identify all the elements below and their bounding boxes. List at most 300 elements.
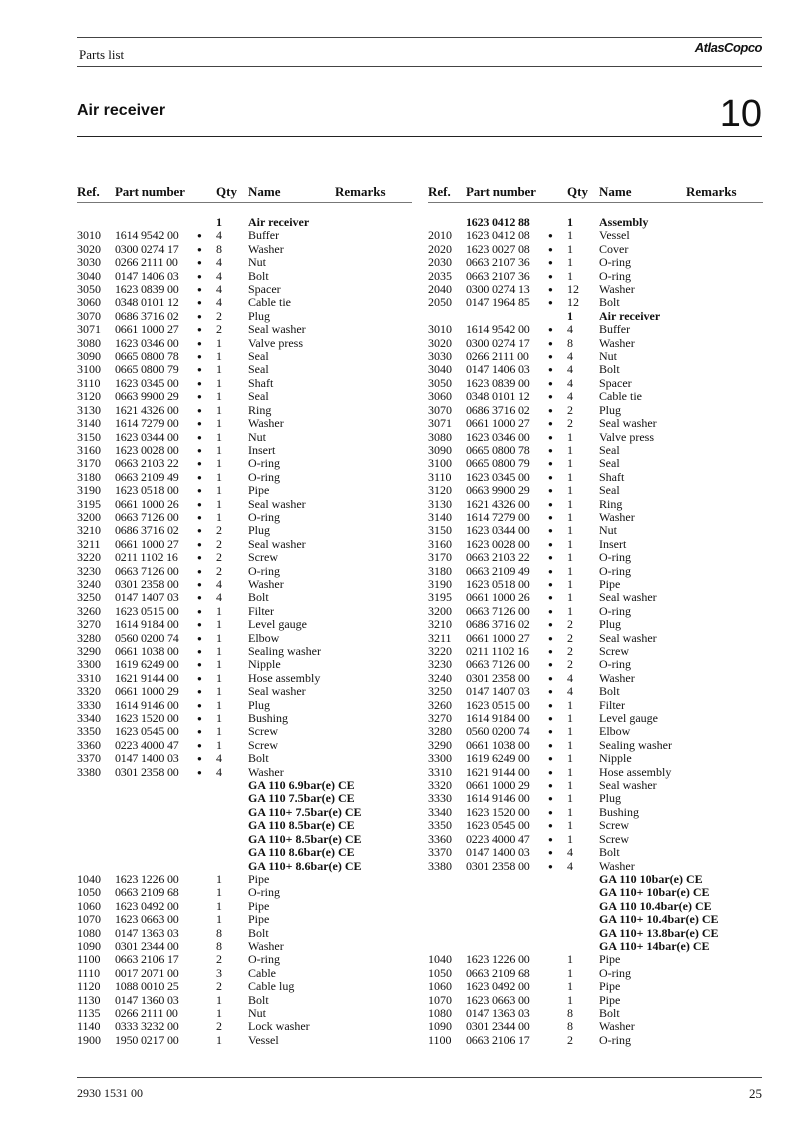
row-part-number: 0223 4000 47	[115, 737, 179, 752]
row-part-number: 0663 7126 00	[115, 563, 179, 578]
row-part-number: 1621 9144 00	[466, 764, 530, 779]
row-qty: 2	[567, 657, 573, 672]
row-name: O-ring	[248, 885, 280, 900]
row-part-number: 1623 0345 00	[115, 375, 179, 390]
row-name: Pipe	[248, 898, 270, 913]
row-qty: 1	[216, 871, 222, 886]
row-bullet: ●	[197, 338, 202, 348]
row-qty: 1	[216, 1005, 222, 1020]
row-part-number: 1623 0346 00	[466, 429, 530, 444]
row-ref: 3310	[77, 670, 101, 685]
table-row	[428, 792, 763, 805]
row-part-number: 0211 1102 16	[466, 644, 529, 658]
row-name: Air receiver	[599, 308, 661, 323]
row-ref: 3140	[428, 509, 452, 524]
table-row	[77, 484, 412, 497]
table-row	[77, 940, 412, 953]
row-qty: 1	[216, 684, 222, 699]
row-part-number: 0661 1000 26	[115, 496, 179, 511]
row-qty: 1	[567, 724, 573, 739]
row-name: Screw	[248, 550, 278, 565]
row-ref: 3050	[428, 375, 452, 390]
row-bullet: ●	[548, 593, 553, 603]
table-row	[428, 350, 763, 363]
table-row	[428, 1007, 763, 1020]
row-part-number: 0686 3716 02	[115, 308, 179, 323]
row-part-number: 0017 2071 00	[115, 965, 179, 980]
row-part-number: 0301 2344 00	[466, 1019, 530, 1034]
table-row	[77, 363, 412, 376]
row-part-number: 0348 0101 12	[466, 389, 530, 404]
row-part-number: 1623 0545 00	[466, 818, 530, 833]
row-ref: 3330	[428, 791, 452, 806]
row-bullet: ●	[548, 244, 553, 254]
table-row	[428, 779, 763, 792]
row-ref: 3050	[77, 282, 101, 297]
row-qty: 4	[216, 295, 222, 310]
row-qty: 1	[216, 1032, 222, 1047]
parts-table-left	[77, 184, 412, 1047]
row-ref: 3130	[428, 496, 452, 511]
row-part-number: 1619 6249 00	[115, 657, 179, 672]
row-ref: 1050	[77, 885, 101, 900]
row-name: Bushing	[248, 711, 289, 726]
table-row	[77, 980, 412, 993]
row-name: Cable tie	[599, 389, 642, 404]
row-ref: 3280	[77, 630, 101, 645]
row-part-number: 0300 0274 17	[115, 241, 179, 256]
row-qty: 1	[567, 228, 573, 243]
table-row	[77, 672, 412, 685]
row-qty: 4	[216, 576, 222, 591]
table-row	[428, 605, 763, 618]
row-part-number: 0663 2109 49	[115, 469, 179, 484]
row-part-number: 0663 7126 00	[466, 657, 530, 672]
row-ref: 3270	[77, 617, 101, 632]
row-ref: 1900	[77, 1032, 101, 1047]
row-name: Spacer	[599, 375, 632, 390]
row-bullet: ●	[548, 499, 553, 509]
row-name: Shaft	[599, 469, 625, 484]
table-row	[77, 618, 412, 631]
row-bullet: ●	[197, 593, 202, 603]
row-bullet: ●	[197, 633, 202, 643]
table-row	[77, 685, 412, 698]
row-part-number: 0266 2111 00	[115, 255, 178, 270]
table-row	[428, 377, 763, 390]
row-qty: 1	[567, 509, 573, 524]
row-part-number: 0147 1406 03	[115, 268, 179, 283]
table-row	[77, 994, 412, 1007]
row-part-number: 1623 0839 00	[115, 282, 179, 297]
row-ref: 3170	[77, 456, 101, 471]
row-qty: 1	[567, 469, 573, 484]
row-ref: 1060	[77, 898, 101, 913]
row-bullet: ●	[548, 378, 553, 388]
row-name: Cable	[248, 965, 276, 980]
row-part-number: 1623 0515 00	[466, 697, 530, 712]
row-qty: 1	[216, 362, 222, 377]
row-ref: 3040	[77, 268, 101, 283]
table-row	[428, 484, 763, 497]
row-qty: 2	[567, 1032, 573, 1047]
table-row	[77, 645, 412, 658]
row-name: Screw	[599, 818, 629, 833]
row-name: Screw	[248, 724, 278, 739]
row-ref: 3170	[428, 550, 452, 565]
row-part-number: 0147 1400 03	[466, 845, 530, 860]
row-part-number: 0665 0800 78	[115, 349, 179, 364]
row-part-number: 0661 1000 26	[466, 590, 530, 605]
table-row	[428, 417, 763, 430]
row-part-number: 0348 0101 12	[115, 295, 179, 310]
row-qty: 1	[216, 349, 222, 364]
table-row	[428, 243, 763, 256]
table-row	[428, 833, 763, 846]
row-bullet: ●	[197, 526, 202, 536]
row-name: GA 110+ 13.8bar(e) CE	[599, 925, 719, 940]
row-ref: 3180	[77, 469, 101, 484]
row-name: Nut	[599, 349, 617, 364]
table-header	[77, 184, 412, 203]
row-bullet: ●	[197, 311, 202, 321]
header-remarks: Remarks	[335, 184, 386, 199]
table-row	[428, 913, 763, 926]
row-bullet: ●	[197, 700, 202, 710]
row-part-number: 0663 2109 68	[466, 965, 530, 980]
table-row	[428, 752, 763, 765]
row-bullet: ●	[548, 432, 553, 442]
row-name: GA 110 8.5bar(e) CE	[248, 818, 355, 833]
row-bullet: ●	[548, 338, 553, 348]
row-qty: 1	[567, 603, 573, 618]
table-row	[77, 819, 412, 832]
row-part-number: 0686 3716 02	[466, 402, 530, 417]
table-row	[428, 873, 763, 886]
row-part-number: 1623 0492 00	[115, 898, 179, 913]
table-row	[77, 524, 412, 537]
header-name: Name	[599, 184, 632, 199]
row-name: Seal	[599, 442, 620, 457]
row-ref: 3300	[428, 751, 452, 766]
row-part-number: 1623 0518 00	[466, 576, 530, 591]
row-part-number: 1623 0344 00	[115, 429, 179, 444]
table-row	[428, 363, 763, 376]
row-ref: 3100	[77, 362, 101, 377]
row-ref: 3200	[77, 509, 101, 524]
row-ref: 1080	[77, 925, 101, 940]
row-qty: 1	[216, 389, 222, 404]
row-qty: 4	[567, 362, 573, 377]
row-part-number: 1621 4326 00	[115, 402, 179, 417]
row-part-number: 0661 1000 27	[115, 536, 179, 551]
row-qty: 1	[216, 416, 222, 431]
row-name: GA 110+ 7.5bar(e) CE	[248, 804, 362, 819]
row-bullet: ●	[197, 258, 202, 268]
row-ref: 1090	[77, 938, 101, 953]
row-name: Seal washer	[248, 322, 306, 337]
row-name: Buffer	[599, 322, 631, 337]
table-row	[428, 994, 763, 1007]
row-ref: 1120	[77, 979, 101, 994]
row-name: Bolt	[248, 751, 269, 766]
row-part-number: 0300 0274 13	[466, 282, 530, 297]
row-qty: 2	[567, 416, 573, 431]
table-row	[77, 256, 412, 269]
table-row	[77, 833, 412, 846]
row-bullet: ●	[197, 392, 202, 402]
row-qty: 4	[216, 590, 222, 605]
row-ref: 3380	[428, 858, 452, 873]
header-remarks: Remarks	[686, 184, 737, 199]
row-name: O-ring	[248, 509, 280, 524]
row-qty: 1	[216, 885, 222, 900]
table-row	[77, 565, 412, 578]
row-part-number: 0661 1000 27	[466, 630, 530, 645]
row-ref: 3300	[77, 657, 101, 672]
row-part-number: 1623 0839 00	[466, 375, 530, 390]
row-part-number: 0560 0200 74	[466, 724, 530, 739]
row-part-number: 0661 1000 27	[115, 322, 179, 337]
row-bullet: ●	[548, 660, 553, 670]
row-name: Filter	[599, 697, 625, 712]
row-bullet: ●	[548, 459, 553, 469]
row-part-number: 1614 9542 00	[466, 322, 530, 337]
row-name: O-ring	[248, 952, 280, 967]
row-part-number: 0560 0200 74	[115, 630, 179, 645]
row-ref: 3071	[428, 416, 452, 431]
row-name: GA 110 6.9bar(e) CE	[248, 778, 355, 793]
row-name: Bushing	[599, 804, 640, 819]
table-row	[428, 310, 763, 323]
row-ref: 3071	[77, 322, 101, 337]
row-qty: 1	[567, 215, 573, 229]
row-name: Bolt	[599, 684, 620, 699]
header-qty: Qty	[567, 184, 588, 199]
row-part-number: 0266 2111 00	[115, 1005, 178, 1020]
table-row	[428, 498, 763, 511]
row-part-number: 1623 0028 00	[466, 536, 530, 551]
row-name: Nipple	[248, 657, 281, 672]
table-row	[428, 618, 763, 631]
row-part-number: 0663 2106 17	[466, 1032, 530, 1047]
row-part-number: 1614 9542 00	[115, 228, 179, 243]
row-qty: 4	[567, 375, 573, 390]
table-row	[77, 860, 412, 873]
row-name: Seal washer	[248, 496, 306, 511]
table-rows-right	[428, 216, 763, 1047]
row-qty: 4	[216, 268, 222, 283]
section-label: Parts list	[79, 47, 125, 62]
table-row	[77, 792, 412, 805]
row-name: Nipple	[599, 751, 632, 766]
row-ref: 3250	[77, 590, 101, 605]
row-bullet: ●	[197, 231, 202, 241]
row-part-number: 1623 0663 00	[466, 992, 530, 1007]
row-bullet: ●	[197, 767, 202, 777]
row-ref: 3110	[428, 469, 452, 484]
table-row	[77, 739, 412, 752]
table-row	[77, 283, 412, 296]
footer-rule	[77, 1077, 762, 1078]
row-name: Bolt	[599, 845, 620, 860]
table-row	[428, 846, 763, 859]
row-qty: 1	[567, 764, 573, 779]
row-ref: 3150	[77, 429, 101, 444]
row-name: Seal	[599, 483, 620, 498]
table-row	[77, 457, 412, 470]
row-ref: 1070	[428, 992, 452, 1007]
row-name: Washer	[248, 241, 284, 256]
row-bullet: ●	[548, 405, 553, 415]
row-ref: 3340	[77, 711, 101, 726]
row-ref: 3200	[428, 603, 452, 618]
row-name: Bolt	[599, 295, 620, 310]
row-name: Pipe	[248, 483, 270, 498]
row-part-number: 0301 2358 00	[466, 670, 530, 685]
row-ref: 3160	[428, 536, 452, 551]
row-name: Washer	[599, 670, 635, 685]
row-qty: 1	[216, 603, 222, 618]
row-name: GA 110+ 10bar(e) CE	[599, 885, 710, 900]
row-bullet: ●	[548, 740, 553, 750]
table-row	[77, 632, 412, 645]
row-ref: 3060	[428, 389, 452, 404]
table-row	[77, 337, 412, 350]
row-name: Screw	[599, 831, 629, 846]
table-row	[428, 927, 763, 940]
row-bullet: ●	[197, 244, 202, 254]
row-name: Seal washer	[599, 590, 657, 605]
row-qty: 4	[567, 389, 573, 404]
table-row	[77, 270, 412, 283]
row-part-number: 1623 0412 88	[466, 215, 530, 229]
row-bullet: ●	[197, 365, 202, 375]
table-row	[428, 256, 763, 269]
table-row	[77, 578, 412, 591]
row-name: O-ring	[599, 268, 631, 283]
row-ref: 3330	[77, 697, 101, 712]
row-ref: 3320	[77, 684, 101, 699]
row-ref: 3370	[77, 751, 101, 766]
row-name: Nut	[599, 523, 617, 538]
row-name: Bolt	[599, 1005, 620, 1020]
row-qty: 1	[216, 335, 222, 350]
row-ref: 3370	[428, 845, 452, 860]
table-rows-left	[77, 216, 412, 1047]
row-part-number: 0661 1000 29	[466, 778, 530, 793]
row-name: Seal	[599, 456, 620, 471]
row-name: Plug	[248, 308, 271, 323]
row-qty: 4	[567, 670, 573, 685]
row-part-number: 0661 1000 29	[115, 684, 179, 699]
row-name: Seal washer	[599, 778, 657, 793]
table-row	[77, 1034, 412, 1047]
row-qty: 1	[567, 804, 573, 819]
table-row	[428, 886, 763, 899]
row-qty: 2	[567, 402, 573, 417]
row-name: Washer	[599, 858, 635, 873]
row-ref: 3380	[77, 764, 101, 779]
row-bullet: ●	[548, 298, 553, 308]
table-row	[428, 390, 763, 403]
table-row	[428, 229, 763, 242]
title-rule	[77, 136, 762, 137]
row-qty: 1	[216, 644, 222, 658]
row-part-number: 1621 4326 00	[466, 496, 530, 511]
row-qty: 1	[216, 737, 222, 752]
row-part-number: 1623 0344 00	[466, 523, 530, 538]
row-qty: 1	[216, 617, 222, 632]
row-part-number: 0211 1102 16	[115, 550, 178, 565]
row-part-number: 0300 0274 17	[466, 335, 530, 350]
row-qty: 1	[216, 509, 222, 524]
table-row	[77, 591, 412, 604]
row-part-number: 1950 0217 00	[115, 1032, 179, 1047]
row-ref: 3360	[428, 831, 452, 846]
table-row	[77, 511, 412, 524]
row-part-number: 0663 2106 17	[115, 952, 179, 967]
row-bullet: ●	[548, 633, 553, 643]
row-qty: 4	[216, 228, 222, 243]
row-name: GA 110+ 10.4bar(e) CE	[599, 912, 719, 927]
row-ref: 1100	[428, 1032, 452, 1047]
table-row	[77, 243, 412, 256]
table-row	[428, 672, 763, 685]
row-name: Washer	[248, 576, 284, 591]
row-ref: 3195	[77, 496, 101, 511]
row-ref: 3190	[77, 483, 101, 498]
row-ref: 3240	[77, 576, 101, 591]
table-row	[77, 310, 412, 323]
row-bullet: ●	[548, 821, 553, 831]
row-qty: 1	[567, 791, 573, 806]
row-part-number: 0686 3716 02	[115, 523, 179, 538]
row-name: Cable lug	[248, 979, 295, 994]
row-ref: 1040	[77, 871, 101, 886]
row-qty: 1	[567, 456, 573, 471]
row-qty: 1	[216, 670, 222, 685]
row-name: O-ring	[248, 563, 280, 578]
row-part-number: 0301 2344 00	[115, 938, 179, 953]
row-qty: 1	[216, 724, 222, 739]
row-bullet: ●	[548, 606, 553, 616]
row-qty: 2	[216, 523, 222, 538]
row-ref: 3180	[428, 563, 452, 578]
row-qty: 1	[567, 442, 573, 457]
row-name: O-ring	[599, 563, 631, 578]
row-ref: 3120	[428, 483, 452, 498]
table-row	[77, 216, 412, 229]
row-name: Plug	[599, 791, 622, 806]
row-qty: 2	[567, 644, 573, 658]
table-row	[77, 1007, 412, 1020]
row-ref: 2020	[428, 241, 452, 256]
table-row	[77, 725, 412, 738]
table-row	[428, 404, 763, 417]
row-qty: 1	[216, 992, 222, 1007]
row-ref: 3030	[428, 349, 452, 364]
row-part-number: 0333 3232 00	[115, 1019, 179, 1034]
row-ref: 3350	[428, 818, 452, 833]
row-qty: 1	[567, 992, 573, 1007]
row-ref: 3150	[428, 523, 452, 538]
row-name: Pipe	[599, 979, 621, 994]
row-name: Seal	[248, 349, 269, 364]
row-bullet: ●	[548, 271, 553, 281]
table-row	[428, 940, 763, 953]
row-qty: 1	[567, 751, 573, 766]
